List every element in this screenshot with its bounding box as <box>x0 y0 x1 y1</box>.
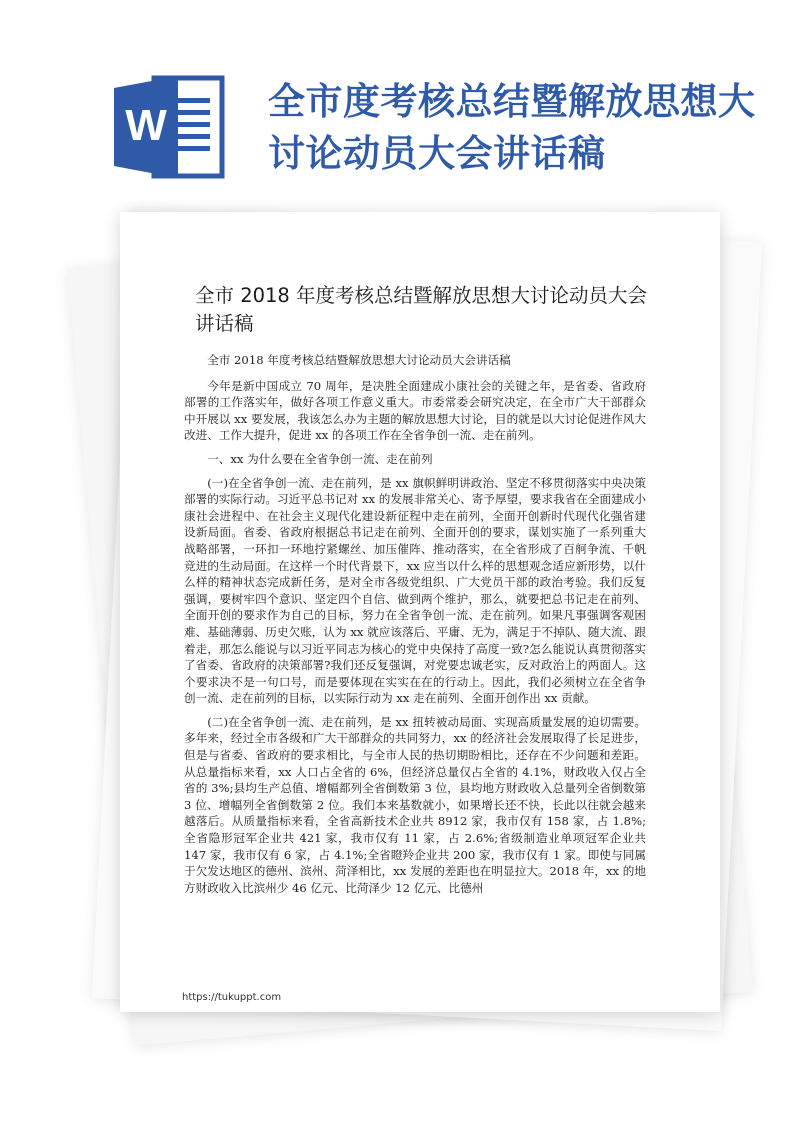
header-title: 全市度考核总结暨解放思想大讨论动员大会讲话稿 <box>268 80 756 175</box>
document-subtitle: 全市 2018 年度考核总结暨解放思想大讨论动员大会讲话稿 <box>207 353 511 367</box>
document-body <box>184 352 646 903</box>
section-heading: 一、xx 为什么要在全省争创一流、走在前列 <box>207 451 433 466</box>
document-page <box>120 212 720 1012</box>
document-title: 全市 2018 年度考核总结暨解放思想大讨论动员大会讲话稿 <box>195 284 648 335</box>
footer-url: https://tukuppt.com <box>182 992 282 1003</box>
svg-text:W: W <box>125 101 167 150</box>
paragraph-point-one: (一)在全省争创一流、走在前列，是 xx 旗帜鲜明讲政治、坚定不移贯彻落实中央决策部署的实际行动。习近平总书记对 xx 的发展非常关心、寄予厚望，要求我省在全面建成小康社会进程中、在社会主义现代化建设新征程中走在前列，全面开创新时代现代化强省建设新局面。省委、省政府根据总书记走在前列、全面开创的要求，谋划实施了一系列重大战略部署，一环扣一环地拧紧螺丝、加压催阵、推动落实，在全省形成了百舸争流、千帆竞进的生动局面。在这样一个时代背景下，xx 应当以什么样的思想观念适应新形势，以什么样的精神状态完成新任务，是对全市各级党组织、广大党员干部的政治考验。我们反复强调，要树牢四个意识、坚定四个自信、做到两个维护，那么，就要把总书记走在前列、全面开创的要求作为自己的目标，努力在全省争创一流、走在前列。如果凡事强调客观困难、基础薄弱、历史欠账，认为 xx 就应该落后、平庸、无为，满足于不掉队、随大流、跟着走，那怎么能说与以习近平同志为核心的党中央保持了高度一致?怎么能说认真贯彻落实了省委、省政府的决策部署?我们还反复强调，对党要忠诚老实，反对政治上的两面人。这个要求决不是一句口号，而是要体现在实实在在的行动上。因此，我们必须树立在全省争创一流、走在前列的目标，以实际行动为 xx 走在前列、全面开创作出 xx 贡献。 <box>184 475 646 706</box>
word-document-icon <box>112 68 230 186</box>
paragraph-point-two: (二)在全省争创一流、走在前列，是 xx 扭转被动局面、实现高质量发展的迫切需要。多年来，经过全市各级和广大干部群众的共同努力，xx 的经济社会发展取得了长足进步，但是与省委、省政府的要求相比，与全市人民的热切期盼相比，还存在不少问题和差距。从总量指标来看，xx 人口占全省的 6%，但经济总量仅占全省的 4.1%，财政收入仅占全省的 3%;县均生产总值、增幅都列全省倒数第 3 位，县均地方财政收入总量列全省倒数第 3 位、增幅列全省倒数第 2 位。我们本来基数就小，如果增长还不快，长此以往就会越来越落后。从质量指标来看，全省高新技术企业共 8912 家，我市仅有 158 家，占 1.8%;全省隐形冠军企业共 421 家，我市仅有 11 家，占 2.6%;省级制造业单项冠军企业共 147 家，我市仅有 6 家，占 4.1%;全省瞪羚企业共 200 家，我市仅有 1 家。即使与同属于欠发达地区的德州、滨州、菏泽相比，xx 发展的差距也在明显拉大。2018 年，xx 的地方财政收入比滨州少 46 亿元、比菏泽少 12 亿元、比德州 <box>184 714 646 895</box>
paragraph-intro: 今年是新中国成立 70 周年，是决胜全面建成小康社会的关键之年，是省委、省政府部署的工作落实年，做好各项工作意义重大。市委常委会研究决定，在全市广大干部群众中开展以 xx 要发展，我该怎么办为主题的解放思想大讨论，目的就是以大讨论促进作风大改进、工作大提升，促进 xx 的各项工作在全省争创一流、走在前列。 <box>184 378 646 443</box>
